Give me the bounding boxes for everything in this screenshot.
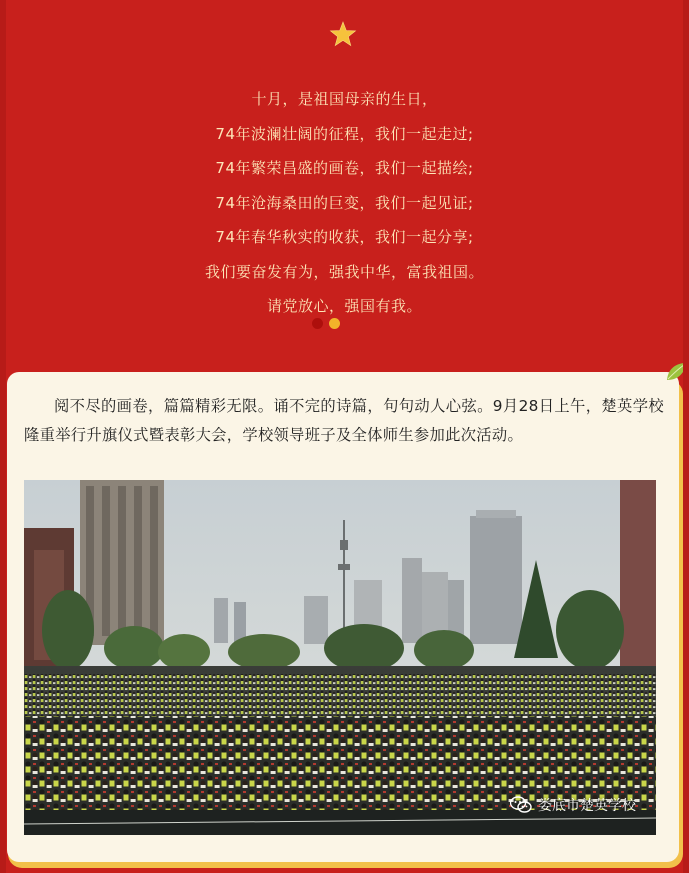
wechat-icon	[510, 796, 532, 814]
poem-line-5: 74年春华秋实的收获，我们一起分享;	[215, 228, 474, 246]
article-intro: 阅不尽的画卷，篇篇精彩无限。诵不完的诗篇，句句动人心弦。9月28日上午，楚英学校隆重举行升旗仪式暨表彰大会，学校领导班子及全体师生参加此次活动。	[24, 397, 664, 444]
carousel-dots	[312, 318, 342, 330]
poem-line-1: 十月，是祖国母亲的生日，	[251, 90, 438, 108]
star-icon	[329, 20, 357, 48]
ceremony-photo-illustration	[24, 480, 656, 835]
poem-line-3: 74年繁荣昌盛的画卷，我们一起描绘;	[215, 159, 474, 177]
poem-line-4: 74年沧海桑田的巨变，我们一起见证;	[215, 193, 474, 212]
photo-watermark	[510, 795, 636, 815]
poem-line-7: 请党放心，强国有我。	[266, 297, 422, 315]
carousel-dot-2[interactable]	[329, 318, 340, 329]
poem	[0, 82, 689, 324]
ceremony-photo	[24, 480, 656, 835]
poem-line-6: 我们要奋发有为，强我中华，富我祖国。	[204, 262, 484, 281]
leaf-icon	[664, 360, 688, 384]
carousel-dot-1[interactable]	[312, 318, 323, 329]
watermark-text: 娄底市楚英学校	[538, 798, 636, 814]
poem-line-2: 74年波澜壮阔的征程，我们一起走过;	[215, 124, 474, 143]
